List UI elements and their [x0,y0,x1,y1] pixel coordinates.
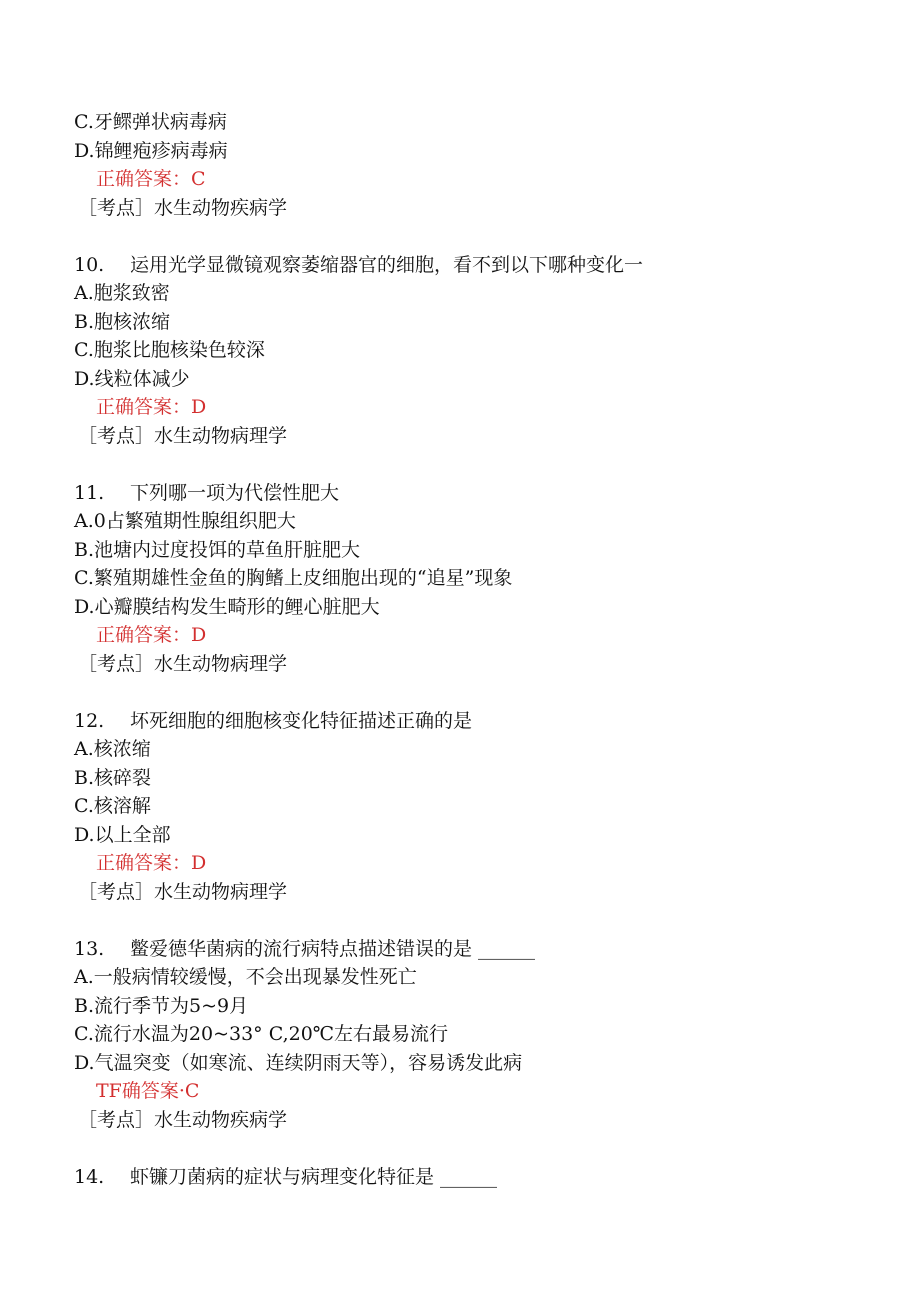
question-number: 14. [74,1165,105,1188]
option-b: B.胞核浓缩 [74,310,171,333]
question-stem: 坏死细胞的细胞核变化特征描述正确的是 [130,709,473,732]
option-c: C.流行水温为20~33° C,20℃左右最易流行 [74,1023,449,1045]
option-c: C.牙鳏弹状病毒病 [74,111,227,133]
question-10 [74,251,874,451]
question-stem: 虾镰刀菌病的症状与病理变化特征是 ______ [130,1165,498,1188]
topic-line: ［考点］水生动物疾病学 [78,196,288,219]
answer-line: 正确答案：D [96,852,207,874]
topic-line: ［考点］水生动物疾病学 [78,1108,288,1131]
question-12 [74,707,874,907]
option-a: A.0占繁殖期性腺组织肥大 [74,510,296,532]
question-stem: 运用光学显微镜观察萎缩器官的细胞，看不到以下哪种变化一 [130,253,644,276]
answer-line: TF确答案·C [96,1080,200,1102]
option-c: C.繁殖期雄性金鱼的胸鳍上皮细胞出现的“追星”现象 [74,567,513,589]
question-number: 12. [74,709,105,732]
question-14 [74,1163,874,1192]
question-13 [74,935,874,1135]
topic-line: ［考点］水生动物病理学 [78,652,288,675]
option-c: C.核溶解 [74,795,151,817]
answer-line: 正确答案：D [96,396,207,418]
question-stem: 鳖爱德华菌病的流行病特点描述错误的是 ______ [130,937,536,960]
option-b: B.池塘内过度投饵的草鱼肝脏肥大 [74,538,361,561]
option-d: D.线粒体减少 [74,367,190,390]
question-number: 11. [74,481,105,504]
option-a: A.胞浆致密 [74,282,170,304]
topic-line: ［考点］水生动物病理学 [78,880,288,903]
question-number: 10. [74,253,105,276]
answer-line: 正确答案：D [96,624,207,646]
topic-line: ［考点］水生动物病理学 [78,424,288,447]
option-d: D.气温突变（如寒流、连续阴雨天等），容易诱发此病 [74,1051,523,1074]
option-a: A.一般病情较缓慢，不会出现暴发性死亡 [74,966,417,988]
option-b: B.核碎裂 [74,766,152,789]
option-b: B.流行季节为5~9月 [74,994,249,1017]
option-d: D.以上全部 [74,823,171,846]
document-page [74,108,874,1191]
option-c: C.胞浆比胞核染色较深 [74,339,265,361]
question-number: 13. [74,937,105,960]
question-fragment [74,108,874,222]
option-d: D.心瓣膜结构发生畸形的鲤心脏肥大 [74,595,380,618]
option-d: D.锦鲤疱疹病毒病 [74,139,228,162]
answer-line: 正确答案：C [96,168,206,190]
question-11 [74,479,874,679]
option-a: A.核浓缩 [74,738,151,760]
question-stem: 下列哪一项为代偿性肥大 [130,481,340,504]
